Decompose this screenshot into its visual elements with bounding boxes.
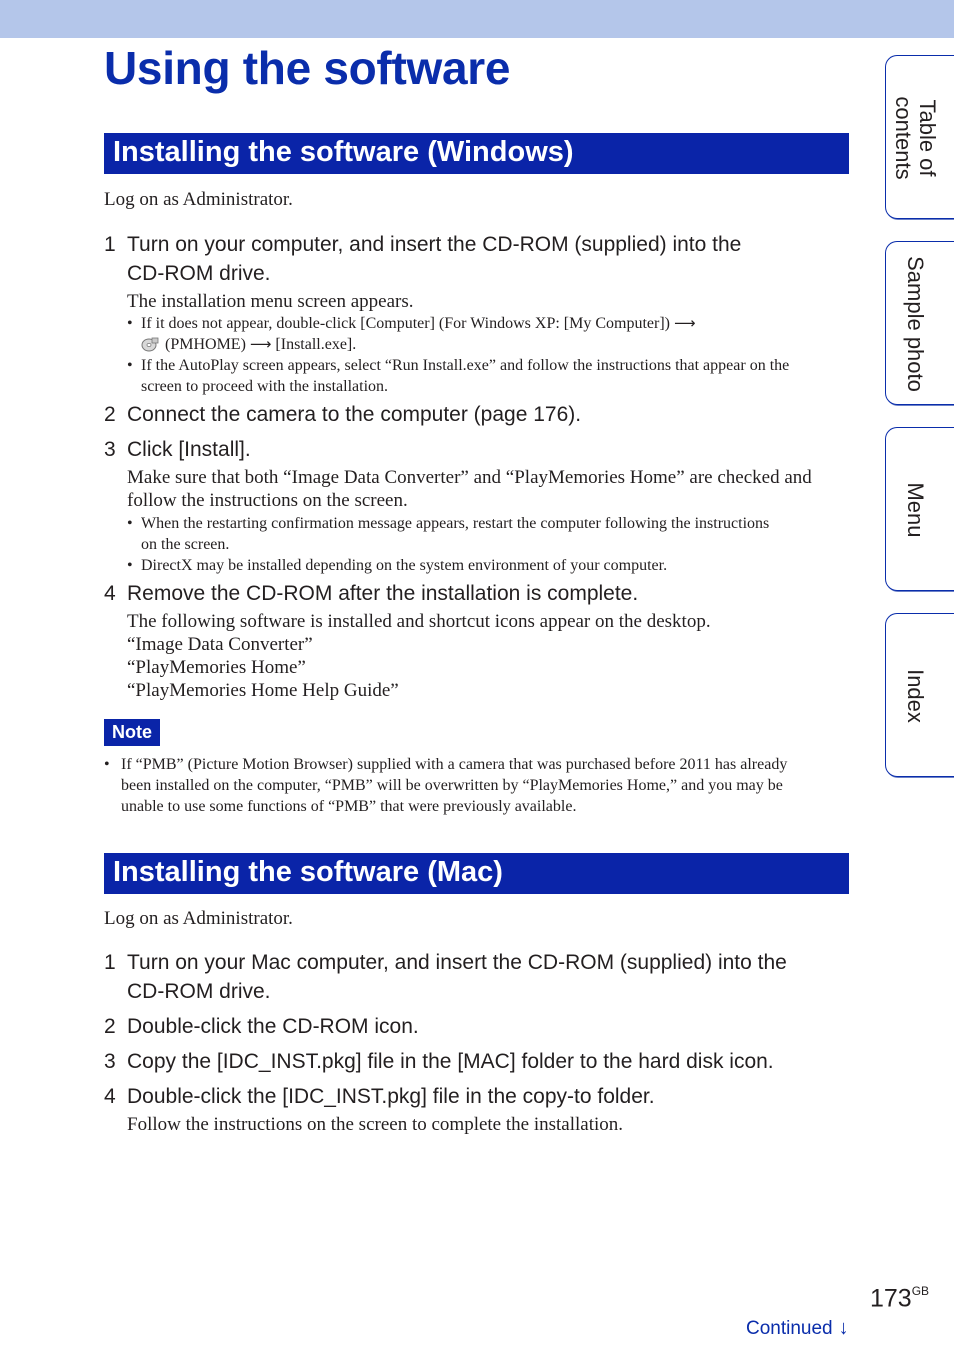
tab-sample-photo[interactable]: [885, 241, 954, 405]
page-number: [870, 1278, 929, 1313]
tab-label: Menu: [903, 482, 928, 538]
windows-step-3-bullet-1-cont: on the screen.: [141, 536, 230, 553]
software-item: “PlayMemories Home”: [127, 657, 306, 678]
section-heading-windows: Installing the software (Windows): [104, 133, 849, 174]
step-text: Turn on your Mac computer, and insert the CD-ROM (supplied) into the: [127, 951, 787, 974]
windows-step-2: [104, 400, 581, 429]
page-number-value: 173: [870, 1284, 912, 1313]
continued-link[interactable]: [746, 1315, 849, 1342]
step-text: Double-click the CD-ROM icon.: [127, 1015, 419, 1038]
step-number: 3: [104, 1050, 116, 1073]
mac-step-1-cont: CD-ROM drive.: [127, 980, 271, 1003]
step-number: 1: [104, 233, 116, 256]
windows-step-1-bullet-2-cont: screen to proceed with the installation.: [141, 378, 389, 395]
bullet-text: (PMHOME): [165, 336, 246, 353]
bullet: •: [127, 515, 133, 532]
step-number: 2: [104, 403, 116, 426]
step-text: Click [Install].: [127, 438, 251, 461]
windows-step-1-bullet-1-cont: [141, 334, 356, 355]
step-number: 4: [104, 1085, 116, 1108]
step-text: Remove the CD-ROM after the installation is complete.: [127, 582, 639, 605]
step-text: Double-click the [IDC_INST.pkg] file in the copy-to folder.: [127, 1085, 655, 1108]
windows-step-3: [104, 435, 251, 464]
step-text: Connect the camera to the computer (page 176).: [127, 403, 582, 426]
windows-step-4: [104, 579, 638, 608]
right-arrow-icon: ⟶: [249, 335, 272, 353]
step-number: 3: [104, 438, 116, 461]
mac-step-2: [104, 1012, 419, 1041]
software-item: “Image Data Converter”: [127, 634, 313, 655]
windows-step-1-bullet-2: If the AutoPlay screen appears, select “Run Install.exe” and follow the instructions that appear on the: [141, 357, 790, 374]
note-label: Note: [104, 719, 160, 746]
bullet-text: If it does not appear, double-click [Computer] (For Windows XP: [My Computer]): [141, 315, 670, 332]
step-number: 4: [104, 582, 116, 605]
windows-step-1-desc: The installation menu screen appears.: [127, 291, 414, 312]
tab-label: Table of contents: [891, 96, 940, 180]
windows-step-3-desc: Make sure that both “Image Data Converter” and “PlayMemories Home” are checked and: [127, 467, 812, 488]
step-text: Copy the [IDC_INST.pkg] file in the [MAC] folder to the hard disk icon.: [127, 1050, 774, 1073]
section-heading-mac: Installing the software (Mac): [104, 853, 849, 894]
step-number: 2: [104, 1015, 116, 1038]
step-text: Turn on your computer, and insert the CD-ROM (supplied) into the: [127, 233, 742, 256]
bullet: •: [104, 756, 110, 773]
step-number: 1: [104, 951, 116, 974]
note-text: If “PMB” (Picture Motion Browser) supplied with a camera that was purchased before 2011 has already: [121, 756, 788, 773]
windows-step-1: [104, 230, 741, 259]
windows-step-3-bullet-2: DirectX may be installed depending on the system environment of your computer.: [141, 557, 668, 574]
tab-label: Sample photo: [903, 256, 928, 392]
bullet-text: [Install.exe].: [275, 336, 357, 353]
software-item: “PlayMemories Home Help Guide”: [127, 680, 399, 701]
right-arrow-icon: ⟶: [673, 314, 696, 332]
windows-step-4-desc: The following software is installed and shortcut icons appear on the desktop.: [127, 611, 711, 632]
mac-step-3: [104, 1047, 774, 1076]
tab-index[interactable]: [885, 613, 954, 777]
cd-rom-icon: [141, 336, 159, 352]
bullet: •: [127, 557, 133, 574]
windows-intro: Log on as Administrator.: [104, 189, 293, 210]
page-number-suffix: GB: [911, 1284, 930, 1298]
tab-table-of-contents[interactable]: [885, 55, 954, 219]
continued-label: Continued: [746, 1318, 833, 1339]
note-text-cont: been installed on the computer, “PMB” will be overwritten by “PlayMemories Home,” and you may be: [121, 777, 783, 794]
windows-step-1-cont: CD-ROM drive.: [127, 262, 271, 285]
windows-step-3-bullet-1: When the restarting confirmation message appears, restart the computer following the instructions: [141, 515, 770, 532]
arrow-down-icon: ↓: [838, 1317, 849, 1339]
windows-step-3-desc-cont: follow the instructions on the screen.: [127, 490, 408, 511]
top-bar: [0, 0, 954, 38]
page-title: Using the software: [104, 42, 511, 94]
mac-step-4-desc: Follow the instructions on the screen to complete the installation.: [127, 1114, 624, 1135]
tab-label: Index: [903, 669, 928, 723]
windows-step-1-bullet-1: [141, 313, 696, 334]
bullet: •: [127, 315, 133, 332]
note-text-cont: unable to use some functions of “PMB” that were previously available.: [121, 798, 577, 815]
tab-menu[interactable]: [885, 427, 954, 591]
mac-intro: Log on as Administrator.: [104, 908, 293, 929]
mac-step-4: [104, 1082, 655, 1111]
bullet: •: [127, 357, 133, 374]
mac-step-1: [104, 948, 787, 977]
